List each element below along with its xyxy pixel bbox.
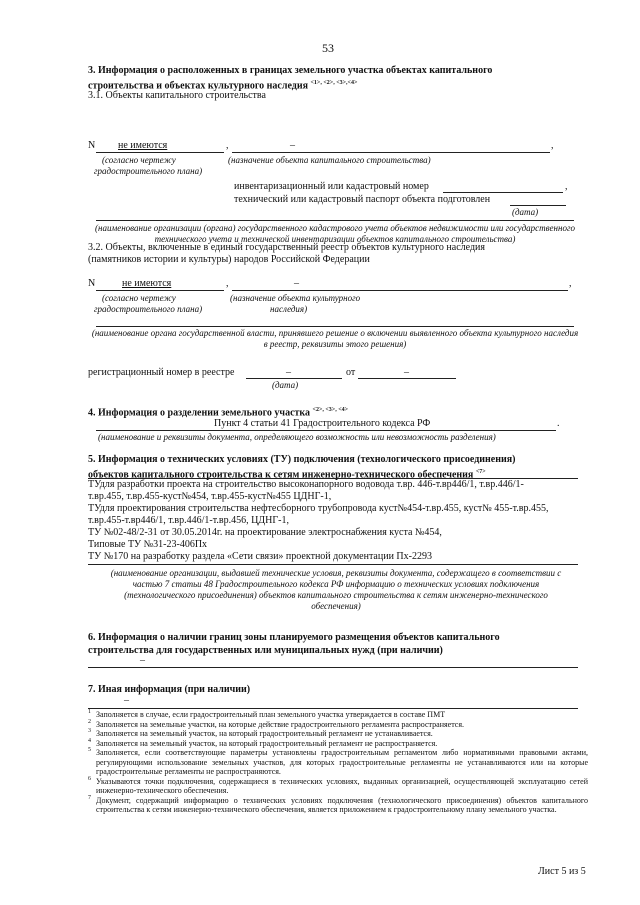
section-6-title-line1: 6. Информация о наличии границ зоны планируемого размещения объектов капитального [88, 632, 500, 643]
heritage-purpose-value: – [294, 278, 299, 289]
section-7-title: 7. Иная информация (при наличии) [88, 684, 251, 695]
heritage-purpose-note: (назначение объекта культурного [230, 293, 361, 303]
purpose-note: (назначение объекта капитального строительства) [228, 155, 431, 165]
footnote: 3 Заполняется на земельный участок, на который градостроительный регламент не устанавливается. [88, 728, 433, 738]
plan-note: (согласно чертежу [102, 155, 176, 165]
date-note: (дата) [272, 380, 299, 390]
plan-note: градостроительного плана) [94, 304, 203, 314]
comma: , [226, 278, 229, 289]
tu-line: т.вр.455, т.вр.455-куст№454, т.вр.455-куст№455 ЦДНГ-1, [88, 491, 332, 502]
period: . [557, 418, 560, 429]
footnote: 2 Заполняется на земельные участки, на которые действие градостроительного регламента распространяется. [88, 718, 465, 729]
footnote: 5 Заполняется, если соответствующие параметры установлены градостроительным регламентом либо нормативными правовыми актами, регулирующими использование земельных участков, для которых градостроительные регламенты не устанавливаются или на которые градостроительные регламенты не распространяются. [88, 747, 588, 776]
section-3-2-line1: 3.2. Объекты, включенные в единый государственный реестр объектов культурного наследия [88, 242, 485, 253]
section-3-1-heading: 3.1. Объекты капитального строительства [88, 90, 266, 101]
plan-note: (согласно чертежу [102, 293, 176, 303]
sheet-counter: Лист 5 из 5 [538, 866, 586, 877]
footnote: 7 Документ, содержащий информацию о технических условиях подключения (технологического присоединения) объектов капитального строительства к сетям инженерно-технического обеспечения, является приложением к градостроительному плану земельного участка. [88, 794, 588, 814]
purpose-value: – [290, 140, 295, 151]
comma: , [569, 278, 572, 289]
section-3-2-line2: (памятников истории и культуры) народов Российской Федерации [88, 254, 370, 265]
tu-line: ТУдля разработки проекта на строительство высоконапорного водовода т.вр. 446-т.вр446/1, т.вр.446/1- [88, 479, 524, 490]
footnote: 4 Заполняется на земельный участок, на который градостроительный регламент не распространяется. [88, 737, 438, 748]
heritage-none-value: не имеются [122, 278, 172, 289]
section-4-title: 4. Информация о разделении земельного участка $^{<2>, <3>, <4>}$ [88, 407, 349, 419]
from-label: от [346, 367, 356, 378]
comma: , [565, 181, 568, 192]
section-6-title-line2: строительства для государственных или муниципальных нужд (при наличии) [88, 645, 443, 656]
comma: , [551, 140, 554, 151]
division-document-value: Пункт 4 статьи 41 Градостроительного кодекса РФ [214, 418, 431, 429]
authority-note: (наименование органа государственной власти, принявшего решение о включении выявленного объекта культурного наследия в реестр, реквизиты этого решения) [91, 328, 579, 349]
reg-date-value: – [404, 367, 409, 378]
tu-note: (наименование организации, выдавшей технические условия, реквизиты документа, содержащего в соответствии с частью 7 статьи 48 Градостроительного кодекса РФ информацию о технических условиях подключения (технологического присоединения) объектов капитального строительства к сетям инженерно-технического обеспечения) [110, 568, 562, 611]
inventory-label: инвентаризационный или кадастровый номер [234, 181, 429, 192]
plan-note: градостроительного плана) [94, 166, 203, 176]
tu-line: ТУ №170 на разработку раздела «Сети связи» проектной документации Пх-2293 [88, 551, 432, 562]
footnote: 6 Указываются точки подключения, содержащиеся в технических условиях, выданных организацией, осуществляющей эксплуатацию сетей инженерно-технического обеспечения. [88, 775, 588, 795]
comma: , [226, 140, 229, 151]
section-5-title-line1: 5. Информация о технических условиях (ТУ) подключения (технологического присоединения) [88, 454, 516, 465]
objects-none-value: не имеются [118, 140, 168, 151]
section-5-title-line2: объектов капитального строительства к сетям инженерно-технического обеспечения $^{<7>}$ [88, 469, 486, 481]
page-number: 53 [322, 41, 334, 55]
tu-line: ТУ №02-48/2-31 от 30.05.2014г. на проектирование электроснабжения куста №454, [88, 527, 442, 538]
reg-number-value: – [286, 367, 291, 378]
tu-line: ТУдля проектирования строительства нефтесборного трубопровода куст№454-т.вр.455, куст№ 455-т.вр.455, [88, 503, 549, 514]
org-note: (наименование организации (органа) государственного кадастрового учета объектов недвижимости или государственного технического учета и технической инвентаризации объектов капитального строительства) [95, 223, 575, 244]
footnote: 1 Заполняется в случае, если градостроительный план земельного участка утверждается в составе ПМТ [88, 709, 446, 719]
tu-line: Типовые ТУ №31-23-406Пх [88, 539, 208, 550]
footnotes [88, 710, 588, 815]
heritage-purpose-note: наследия) [270, 304, 308, 314]
n-label: N [88, 278, 96, 289]
zone-value: – [140, 655, 145, 666]
other-info-value: – [124, 695, 129, 706]
section-3-title-line2: строительства и объектах культурного наследия $^{<1>, <2>, <3>,<4>}$ [88, 80, 358, 92]
n-label: N [88, 140, 96, 151]
division-note: (наименование и реквизиты документа, определяющего возможность или невозможность разделения) [98, 432, 496, 442]
date-note: (дата) [512, 207, 539, 217]
passport-label: технический или кадастровый паспорт объекта подготовлен [234, 194, 491, 205]
reg-number-label: регистрационный номер в реестре [88, 367, 235, 378]
tu-line: т.вр.455-т.вр446/1, т.вр.446/1-т.вр.456, ЦДНГ-1, [88, 515, 289, 526]
section-3-title-line1: 3. Информация о расположенных в границах земельного участка объектах капитального [88, 65, 493, 76]
